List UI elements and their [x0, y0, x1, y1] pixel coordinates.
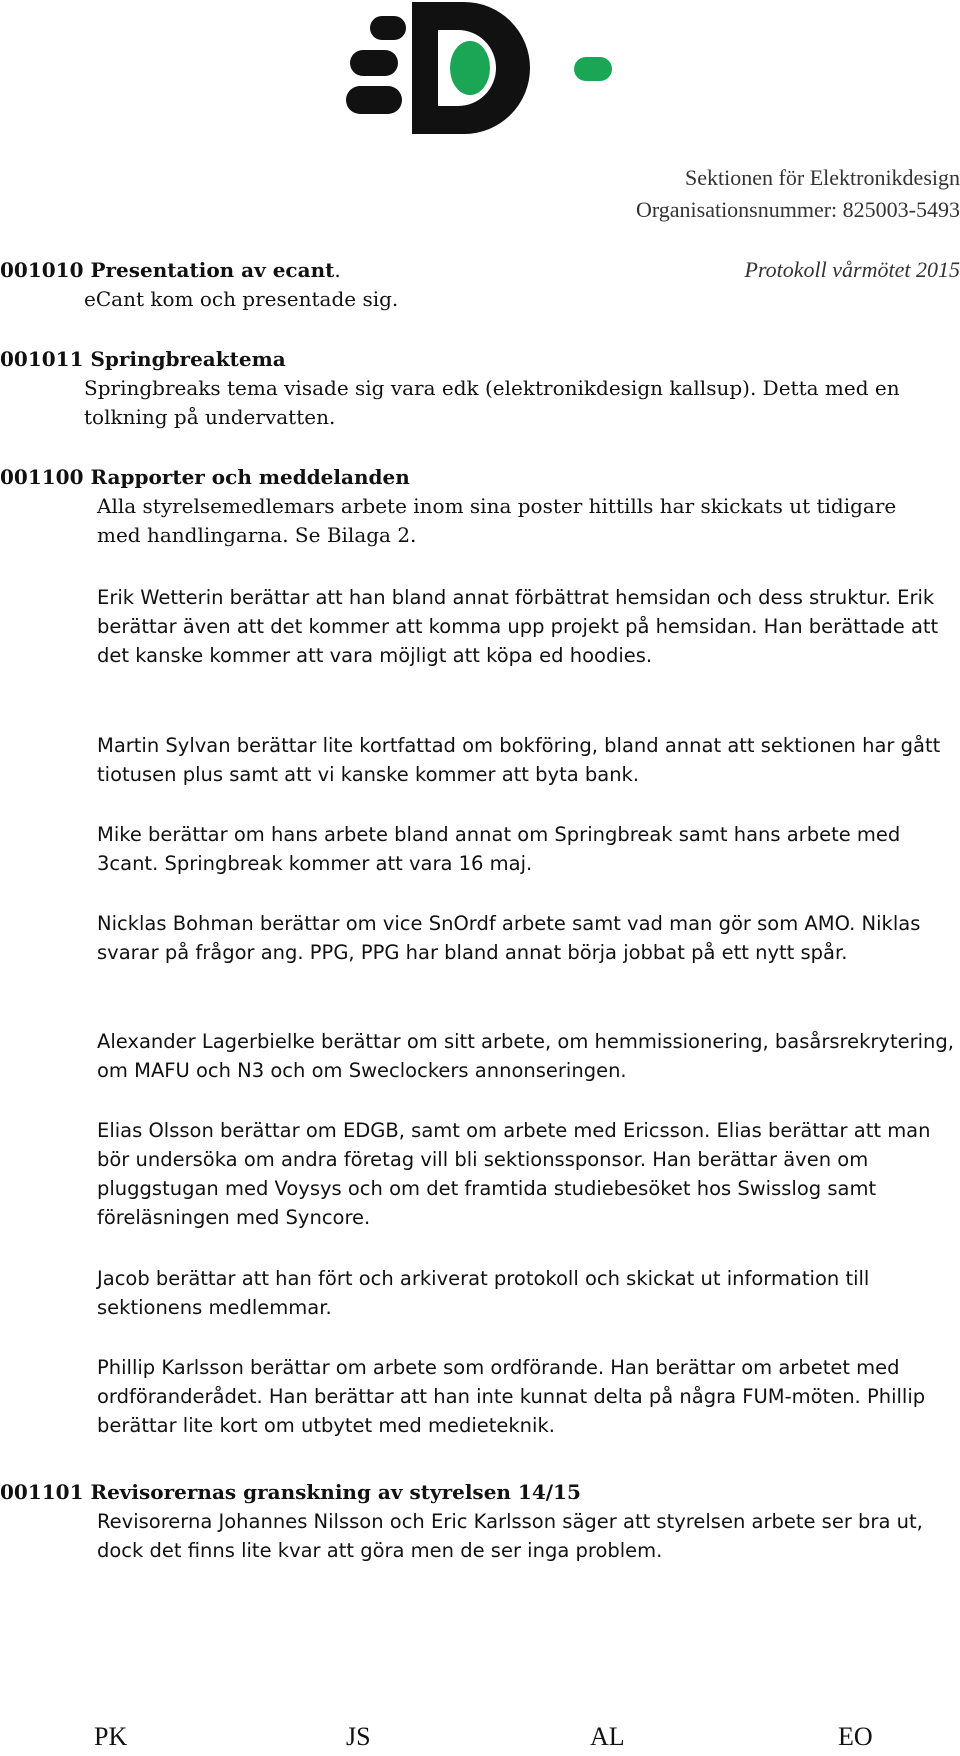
signature-initials-3: AL	[590, 1722, 625, 1751]
section-intro-line2: med handlingarna. Se Bilaga 2.	[97, 523, 417, 547]
section-001010	[0, 256, 960, 314]
org-name: Sektionen för Elektronikdesign	[685, 165, 960, 190]
section-001100	[0, 463, 960, 550]
report-mike: Mike berättar om hans arbete bland annat om Springbreak samt hans arbete med 3cant. Springbreak kommer att vara 16 maj.	[97, 823, 901, 875]
report-martin: Martin Sylvan berättar lite kortfattad om bokföring, bland annat att sektionen har gått tiotusen plus samt att vi kanske kommer att byta bank.	[97, 734, 941, 786]
section-body: Revisorerna Johannes Nilsson och Eric Karlsson säger att styrelsen arbete ser bra ut, dock det finns lite kvar att göra men de ser inga problem.	[97, 1510, 923, 1562]
report-phillip: Phillip Karlsson berättar om arbete som ordförande. Han berättar om arbetet med ordföranderådet. Han berättar att han inte kunnat delta på några FUM-möten. Phillip berättar lite kort om utbytet med medieteknik.	[97, 1356, 926, 1437]
logo-bar-bottom	[346, 86, 402, 114]
report-alexander: Alexander Lagerbielke berättar om sitt arbete, om hemmissionering, basårsrekrytering, om MAFU och N3 och om Sweclockers annonseringen.	[97, 1030, 954, 1082]
section-title-suffix: .	[334, 258, 341, 282]
section-title: 001011 Springbreaktema	[0, 347, 286, 371]
section-001101	[0, 1478, 960, 1507]
report-erik: Erik Wetterin berättar att han bland annat förbättrat hemsidan och dess struktur. Erik berättar även att det kommer att komma upp projekt på hemsidan. Han berättade att det kanske kommer att vara möjligt att köpa ed hoodies.	[97, 586, 939, 667]
section-body: eCant kom och presentade sig.	[84, 287, 399, 311]
logo-green-dash	[574, 57, 612, 81]
section-intro-line1: Alla styrelsemedlemars arbete inom sina poster hittills har skickats ut tidigare	[97, 494, 897, 518]
logo-green-dot	[450, 41, 490, 95]
doc-title: Protokoll vårmötet 2015	[744, 257, 960, 282]
report-elias: Elias Olsson berättar om EDGB, samt om arbete med Ericsson. Elias berättar att man bör undersöka om andra företag vill bli sektionssponsor. Han berättar även om pluggstugan med Voysys och om det framtida studiebesöket hos Swisslog samt föreläsningen med Syncore.	[97, 1119, 931, 1229]
signature-initials-1: PK	[94, 1722, 128, 1751]
section-body-line2: tolkning på undervatten.	[84, 405, 336, 429]
logo-bar-middle	[350, 50, 398, 76]
section-title: 001100 Rapporter och meddelanden	[0, 465, 410, 489]
report-jacob: Jacob berättar att han fört och arkiverat protokoll och skickat ut information till sektionens medlemmar.	[97, 1267, 870, 1319]
logo-bar-top	[370, 16, 406, 40]
signature-initials-2: JS	[346, 1722, 371, 1751]
section-title: 001010 Presentation av ecant	[0, 258, 335, 282]
section-001011	[0, 345, 960, 432]
section-title: 001101 Revisorernas granskning av styrelsen 14/15	[0, 1480, 581, 1504]
ed-logo	[346, 0, 616, 140]
report-nicklas: Nicklas Bohman berättar om vice SnOrdf arbete samt vad man gör som AMO. Niklas svarar på frågor ang. PPG, PPG har bland annat börja jobbat på ett nytt spår.	[97, 912, 921, 964]
section-body-line1: Springbreaks tema visade sig vara edk (elektronikdesign kallsup). Detta med en	[84, 376, 900, 400]
org-number: Organisationsnummer: 825003-5493	[635, 197, 960, 222]
signature-initials-4: EO	[838, 1722, 873, 1751]
